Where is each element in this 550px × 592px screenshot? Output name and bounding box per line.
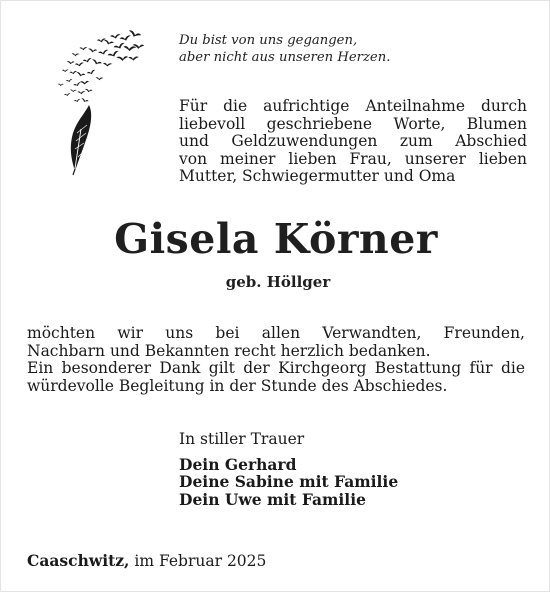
bird-shape [85,89,93,92]
thanks-line: und Geldzuwendungen zum Abschied [179,132,527,151]
mourning-intro: In stiller Trauer [179,430,305,448]
thanks-line: Für die aufrichtige Anteilnahme durch [179,97,527,115]
thanks-line: von meiner lieben Frau, unserer lieben [179,149,527,168]
bird-shape [83,58,92,63]
body-line: Ein besonderer Dank gilt der Kirchgeorg Bestattung für die [27,359,525,378]
body-line: möchten wir uns bei allen Verwandten, Freunden, [27,324,525,342]
bird-shape [79,46,87,50]
bird-shape [86,70,96,76]
body-line: Nachbarn und Bekannten recht herzlich bedanken. [27,341,431,360]
bird-shape [64,93,71,96]
gratitude-paragraph [27,325,525,395]
signature-line: Dein Gerhard [179,454,297,474]
thanks-line: liebevoll geschriebene Worte, Blumen [179,114,527,133]
bird-shape [77,90,85,94]
bird-shape [107,51,119,58]
place: Caaschwitz, [27,551,130,570]
bird-shape [67,60,75,64]
bird-shape [132,43,144,49]
bird-shape [110,34,120,38]
signature-line: Dein Uwe mit Familie [179,489,366,509]
bird-shape [73,82,81,87]
bird-shape [91,59,102,66]
motto-line: aber nicht aus unseren Herzen. [179,50,391,65]
motto-line: Du bist von uns gegangen, [179,33,358,48]
bird-shape [113,43,125,50]
date: im Februar 2025 [134,552,267,570]
bird-shape [66,79,73,82]
bird-shape [71,52,79,57]
deceased-name: Gisela Körner [114,215,438,263]
bird-shape [119,35,131,41]
motto [179,32,509,66]
bird-shape [103,62,113,68]
bird-shape [128,30,142,38]
bird-shape [75,63,84,67]
bird-shape [69,71,77,74]
bird-shape [58,83,64,86]
bird-shape [74,99,81,102]
mourning-block [179,431,519,508]
bird-shape [116,55,128,62]
bird-shape [62,69,69,72]
bird-shape [97,39,106,43]
body-line: würdevolle Begleitung in der Stunde des Abschiedes. [27,376,448,395]
bird-shape [128,56,139,62]
feather-with-birds-icon [53,29,145,177]
thanks-line: Mutter, Schwiegermutter und Oma [179,167,456,186]
birth-name: geb. Höllger [225,273,331,291]
signature-line: Deine Sabine mit Familie [179,472,399,491]
thanks-paragraph [179,98,527,186]
bird-shape [98,50,109,56]
bird-shape [88,49,97,53]
bird-shape [95,76,103,81]
bird-shape [70,89,77,93]
place-date-line [27,551,266,570]
bird-shape [81,98,89,103]
bird-shape [80,80,90,86]
bird-shape [103,40,114,46]
bird-shape [76,72,85,77]
